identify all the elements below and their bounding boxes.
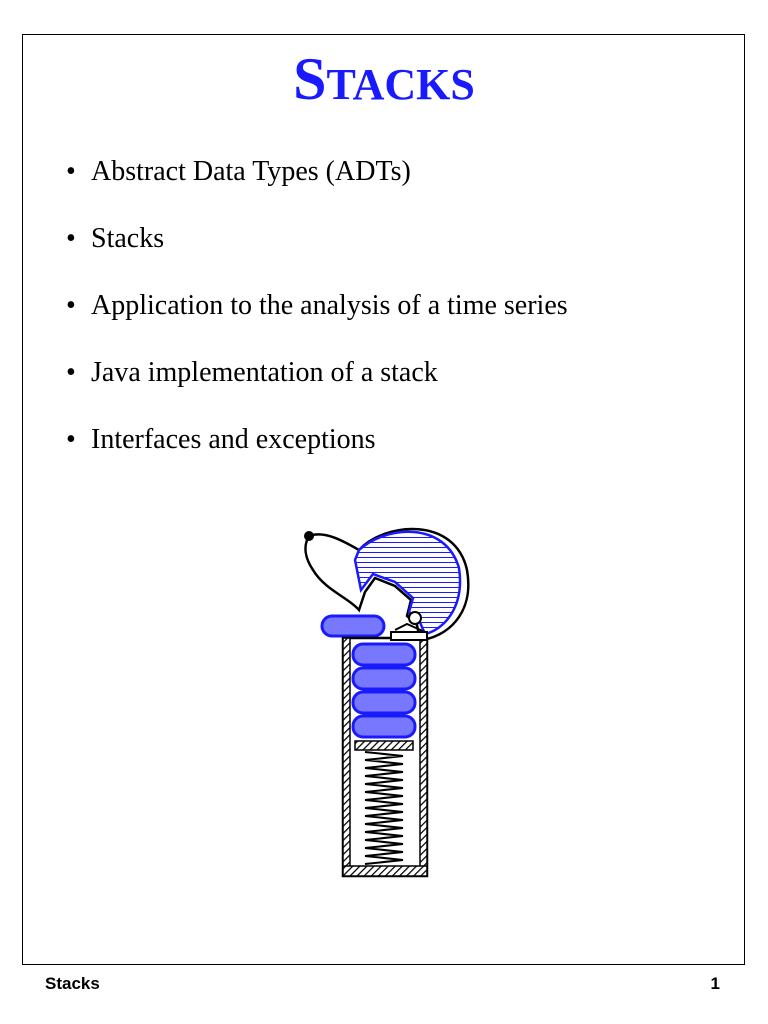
footer-title: Stacks bbox=[45, 974, 100, 993]
bullet-item: • Application to the analysis of a time series bbox=[66, 290, 568, 321]
bullet-text: Abstract Data Types (ADTs) bbox=[91, 156, 411, 187]
bullet-text: Interfaces and exceptions bbox=[91, 424, 376, 455]
title-rest: TACKS bbox=[326, 60, 475, 109]
title-initial: S bbox=[293, 46, 327, 112]
bullet-text: Application to the analysis of a time series bbox=[91, 290, 568, 321]
slide-title bbox=[0, 44, 768, 120]
bullet-text: Java implementation of a stack bbox=[91, 357, 438, 388]
pez-dispenser-icon bbox=[295, 520, 475, 882]
bullet-item: • Stacks bbox=[66, 223, 165, 254]
bullet-item: • Interfaces and exceptions bbox=[66, 424, 376, 455]
bullet-item: • Abstract Data Types (ADTs) bbox=[66, 156, 411, 187]
bullet-list bbox=[66, 152, 568, 487]
bullet-text: Stacks bbox=[91, 223, 165, 254]
page-number: 1 bbox=[710, 974, 720, 993]
bullet-item: • Java implementation of a stack bbox=[66, 357, 438, 388]
